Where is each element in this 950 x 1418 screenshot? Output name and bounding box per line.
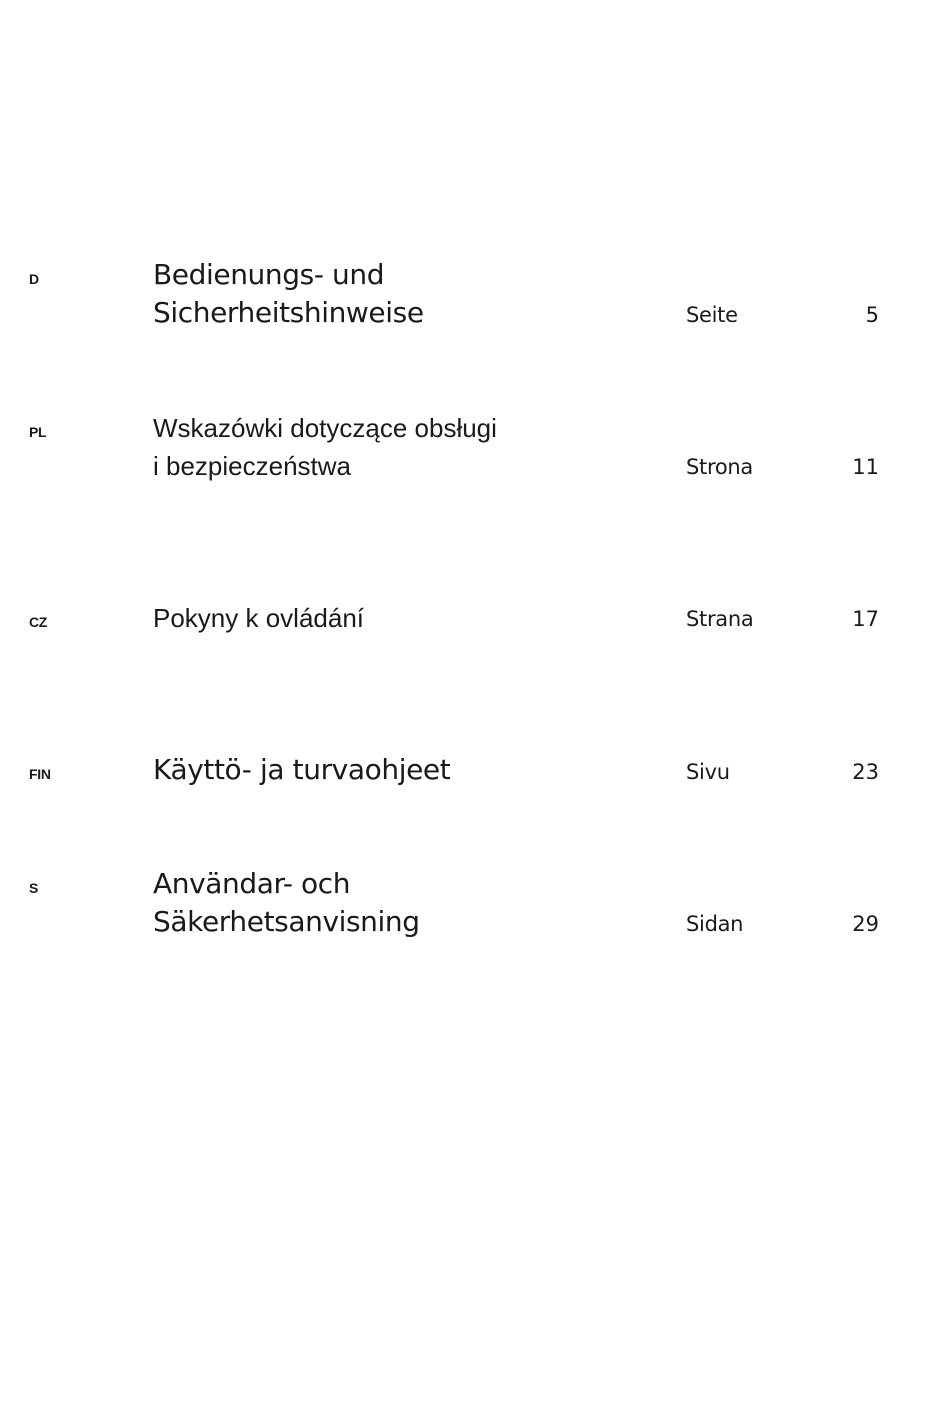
language-code: PL [29,424,47,440]
section-title [153,865,420,941]
language-code: CZ [29,614,48,630]
page-label: Strana [686,607,754,631]
page-number: 11 [852,455,879,479]
section-title-line: i bezpieczeństwa [153,451,351,481]
language-code: FIN [29,766,51,782]
section-title [153,256,424,332]
section-title-line: Käyttö- ja turvaohjeet [153,753,451,786]
page-number: 17 [852,607,879,631]
page-number: 23 [852,760,879,784]
language-code: D [29,271,39,287]
page-number: 5 [865,303,879,327]
page-label: Seite [686,303,738,327]
section-title-line: Pokyny k ovládání [153,603,365,633]
section-title [153,409,497,485]
section-title [153,599,364,637]
section-title-line: Bedienungs- und [153,258,385,291]
section-title-line: Säkerhetsanvisning [153,905,420,938]
page-label: Sivu [686,760,730,784]
language-code: S [29,880,39,896]
section-title-line: Användar- och [153,867,351,900]
section-title-line: Wskazówki dotyczące obsługi [153,413,497,443]
section-title [153,751,450,789]
section-title-line: Sicherheitshinweise [153,296,424,329]
page-label: Sidan [686,912,744,936]
page-number: 29 [852,912,879,936]
page-label: Strona [686,455,753,479]
